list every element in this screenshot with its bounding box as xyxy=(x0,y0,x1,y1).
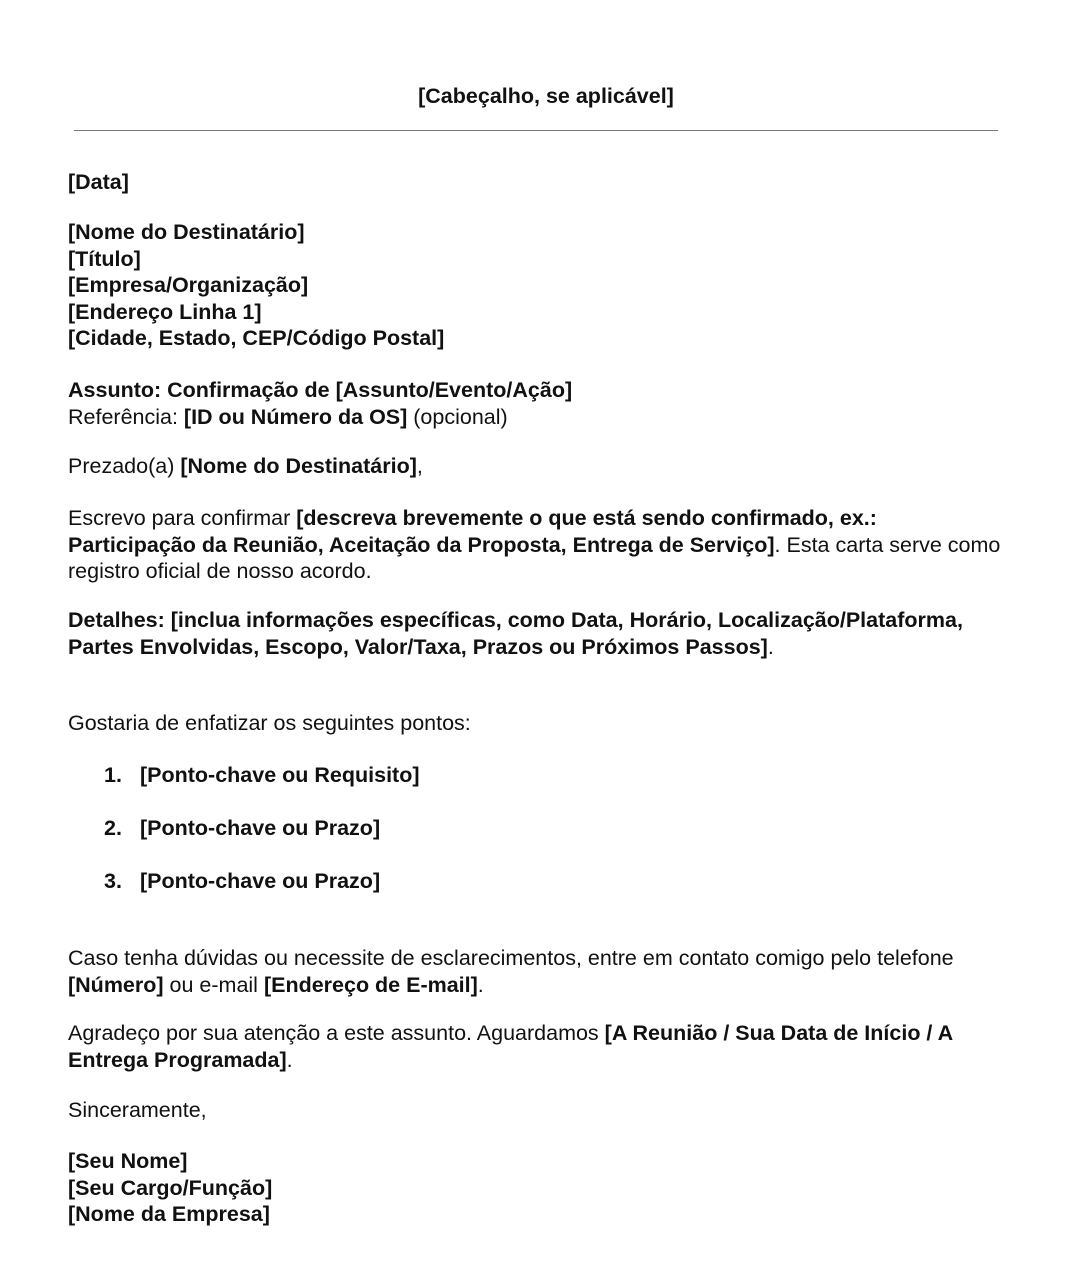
intro-prefix: Escrevo para confirmar xyxy=(68,506,297,530)
date-placeholder: [Data] xyxy=(68,170,129,194)
signature-company: [Nome da Empresa] xyxy=(68,1202,270,1226)
recipient-city: [Cidade, Estado, CEP/Código Postal] xyxy=(68,326,445,350)
signature-role: [Seu Cargo/Função] xyxy=(68,1175,273,1200)
recipient-title: [Título] xyxy=(68,246,141,271)
list-item-number: 2. xyxy=(104,816,122,840)
recipient-block xyxy=(68,219,1003,352)
thanks-placeholder: [A Reunião / Sua Data de Início / A Entrega Programada] xyxy=(68,1021,953,1072)
contact-middle: ou e-mail xyxy=(163,972,264,997)
intro-placeholder: [descreva brevemente o que está sendo confirmado, ex.: Participação da Reunião, Aceitação da Proposta, Entrega de Serviço] xyxy=(68,506,877,557)
closing-text: Sinceramente, xyxy=(68,1098,207,1122)
signature-block xyxy=(68,1148,1003,1228)
closing xyxy=(68,1097,1003,1124)
contact-suffix: . xyxy=(477,972,484,997)
subject-line: Assunto: Confirmação de [Assunto/Evento/Ação] xyxy=(68,378,573,402)
list-item-number: 3. xyxy=(104,869,122,893)
details-text: Detalhes: [inclua informações específicas, como Data, Horário, Localização/Plataforma, Partes Envolvidas, Escopo, Valor/Taxa, Prazos ou Próximos Passos] xyxy=(68,608,963,659)
reference-value: [ID ou Número da OS] xyxy=(183,404,408,429)
contact-paragraph xyxy=(68,945,1003,998)
list-item xyxy=(104,762,420,789)
details-suffix: . xyxy=(767,634,774,659)
list-item-text: [Ponto-chave ou Prazo] xyxy=(140,816,381,840)
recipient-company: [Empresa/Organização] xyxy=(68,273,309,297)
thanks-prefix: Agradeço por sua atenção a este assunto. Aguardamos xyxy=(68,1021,605,1045)
emphasis-intro-text: Gostaria de enfatizar os seguintes pontos: xyxy=(68,711,471,735)
signature-name: [Seu Nome] xyxy=(68,1149,188,1173)
list-item-text: [Ponto-chave ou Prazo] xyxy=(140,869,381,893)
contact-phone: [Número] xyxy=(68,972,164,997)
intro-suffix: . Esta carta serve como registro oficial de nosso acordo. xyxy=(68,532,1001,583)
list-item-number: 1. xyxy=(104,763,122,787)
emphasis-intro xyxy=(68,710,1003,737)
intro-paragraph xyxy=(68,505,1003,585)
recipient-address: [Endereço Linha 1] xyxy=(68,299,262,324)
reference-label: Referência: xyxy=(68,404,184,429)
thanks-suffix: . xyxy=(286,1047,293,1072)
details-paragraph xyxy=(68,607,1003,660)
letter-header: [Cabeçalho, se aplicável] xyxy=(418,84,674,108)
date-line xyxy=(68,169,1003,196)
salutation xyxy=(68,453,1003,480)
header-divider xyxy=(74,130,998,131)
subject-block xyxy=(68,377,1003,430)
thanks-paragraph xyxy=(68,1020,1003,1073)
reference-note: (opcional) xyxy=(407,404,508,429)
list-item xyxy=(104,868,380,895)
contact-prefix: Caso tenha dúvidas ou necessite de esclarecimentos, entre em contato comigo pelo telefone xyxy=(68,946,954,970)
contact-email: [Endereço de E-mail] xyxy=(263,972,478,997)
recipient-name: [Nome do Destinatário] xyxy=(68,220,305,244)
list-item-text: [Ponto-chave ou Requisito] xyxy=(140,763,420,787)
list-item xyxy=(104,815,380,842)
salutation-suffix: , xyxy=(416,454,423,478)
salutation-prefix: Prezado(a) xyxy=(68,454,181,478)
salutation-name: [Nome do Destinatário] xyxy=(180,454,417,478)
